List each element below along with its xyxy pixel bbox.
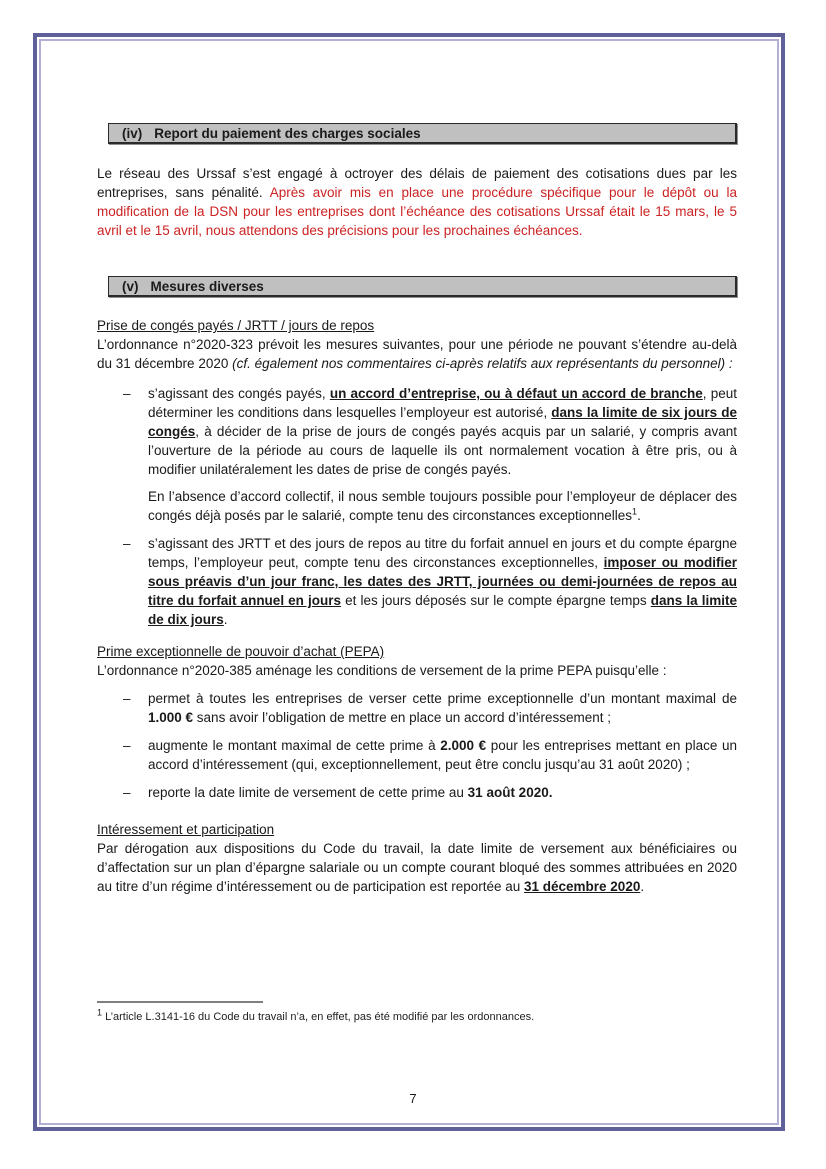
p2-run3: pour les entreprises mettant en place un accord d’intéressement (qui, exceptionnellement, peut être conclu jusqu’au 31 août 2020) ;	[148, 738, 737, 772]
p2-run1: augmente le montant maximal de cette prime à	[148, 738, 441, 753]
b1-run5: , à décider de la prise de jours de congés payés acquis par un salarié, y compris avant l’ouverture de la période au cours de laquelle ils ont normalement vocation à être pris, ou à modifier unilatéralement les dates de prise de congés payés.	[148, 424, 737, 477]
b2-run2: imposer ou modifier sous préavis d’un jour franc, les dates des JRTT, journées ou demi-journées de repos au titre du forfait annuel en jours	[148, 555, 737, 608]
b2-run1: s’agissant des JRTT et des jours de repos au titre du forfait annuel en jours et du compte épargne temps, l’employeur peut, compte tenu des circonstances exceptionnelles,	[148, 536, 737, 570]
p2-amount: 2.000 €	[440, 738, 487, 753]
section-header-v	[108, 276, 737, 297]
p3-date: 31 août 2020.	[467, 785, 553, 800]
b1-run2: un accord d’entreprise, ou à défaut un accord de branche	[329, 386, 703, 401]
conges-bullet-1	[123, 384, 737, 479]
footnote-area	[97, 1001, 737, 1024]
sub-run1: En l’absence d’accord collectif, il nous semble toujours possible pour l’employeur de déplacer des congés déjà posés par le salarié, compte tenu des circonstances exceptionnelles	[148, 489, 737, 523]
conges-bullet-2	[123, 534, 737, 629]
b1-run4: dans la limite de six jours de congés	[148, 405, 737, 439]
conges-intro	[97, 335, 737, 373]
dash-icon: –	[123, 536, 131, 551]
pepa-intro: L’ordonnance n°2020-385 aménage les conditions de versement de la prime PEPA puisqu’elle :	[97, 663, 667, 678]
b2-run3: et les jours déposés sur le compte épargne temps	[341, 593, 651, 608]
dash-icon: –	[123, 738, 131, 753]
pepa-bullet-1	[123, 689, 737, 727]
pepa-bullet-1-text	[148, 689, 737, 727]
pepa-bullet-3	[123, 783, 737, 802]
urssaf-text-black: Le réseau des Urssaf s’est engagé à octroyer des délais de paiement des cotisations dues par les entreprises, sans pénalité.	[97, 166, 737, 200]
footnote-separator	[97, 1001, 263, 1003]
int-run1: Par dérogation aux dispositions du Code du travail, la date limite de versement aux bénéficiaires ou d’affectation sur un plan d’épargne salariale ou un compte courant bloqué des sommes attribuées en 2020 au titre d’un régime d’intéressement ou de participation est reportée au	[97, 841, 737, 894]
section-iv-title: Report du paiement des charges sociales	[154, 125, 421, 141]
section-iv-number: (iv)	[122, 125, 143, 141]
conges-heading: Prise de congés payés / JRTT / jours de repos	[97, 318, 375, 333]
p3-run1: reporte la date limite de versement de cette prime au	[148, 785, 468, 800]
p1-run1: permet à toutes les entreprises de verser cette prime exceptionnelle d’un montant maximal de	[148, 691, 737, 706]
b2-run5: .	[223, 612, 228, 627]
dash-icon: –	[123, 691, 131, 706]
b1-run1: s’agissant des congés payés,	[148, 386, 330, 401]
pepa-bullet-2-text	[148, 736, 737, 774]
sub-run2: .	[637, 508, 641, 523]
dash-icon: –	[123, 386, 131, 401]
conges-intro-colon: :	[725, 356, 733, 371]
urssaf-text-red: Après avoir mis en place une procédure spécifique pour le dépôt ou la modification de la DSN pour les entreprises dont l’échéance des cotisations Urssaf était le 15 mars, le 5 avril et le 15 avril, nous attendons des précisions pour les prochaines échéances.	[97, 185, 737, 238]
conges-bullet-2-text	[148, 534, 737, 629]
int-run3: .	[640, 879, 645, 894]
p1-amount: 1.000 €	[148, 710, 194, 725]
conges-intro-italic: (cf. également nos commentaires ci-après relatifs aux représentants du personnel)	[232, 356, 726, 371]
footnote-1-text: L’article L.3141-16 du Code du travail n’a, en effet, pas été modifié par les ordonnances.	[102, 1011, 535, 1023]
interessement-paragraph	[97, 839, 737, 896]
conges-intro-normal: L’ordonnance n°2020-323 prévoit les mesures suivantes, pour une période ne pouvant s’étendre au-delà du 31 décembre 2020	[97, 337, 737, 371]
paragraph-urssaf	[97, 164, 737, 240]
pepa-heading: Prime exceptionnelle de pouvoir d’achat (PEPA)	[97, 644, 385, 659]
conges-bullet-1-subparagraph	[148, 487, 737, 525]
conges-bullet-1-text	[148, 384, 737, 479]
dash-icon: –	[123, 785, 131, 800]
page-number: 7	[409, 1091, 417, 1106]
document-content	[97, 0, 737, 896]
footnote-1	[97, 1007, 737, 1024]
b2-run4: dans la limite de dix jours	[148, 593, 738, 627]
section-header-iv	[108, 123, 737, 144]
footnote-reference-1: 1	[632, 506, 638, 517]
interessement-heading: Intéressement et participation	[97, 822, 275, 837]
section-v-number: (v)	[122, 278, 139, 294]
pepa-bullet-2	[123, 736, 737, 774]
b1-run3: , peut déterminer les conditions dans lesquelles l’employeur est autorisé,	[148, 386, 737, 420]
section-v-title: Mesures diverses	[150, 278, 264, 294]
pepa-bullet-3-text	[148, 783, 737, 802]
int-date: 31 décembre 2020	[524, 879, 641, 894]
footnote-1-number: 1	[97, 1007, 103, 1018]
p1-run3: sans avoir l’obligation de mettre en place un accord d’intéressement ;	[193, 710, 612, 725]
